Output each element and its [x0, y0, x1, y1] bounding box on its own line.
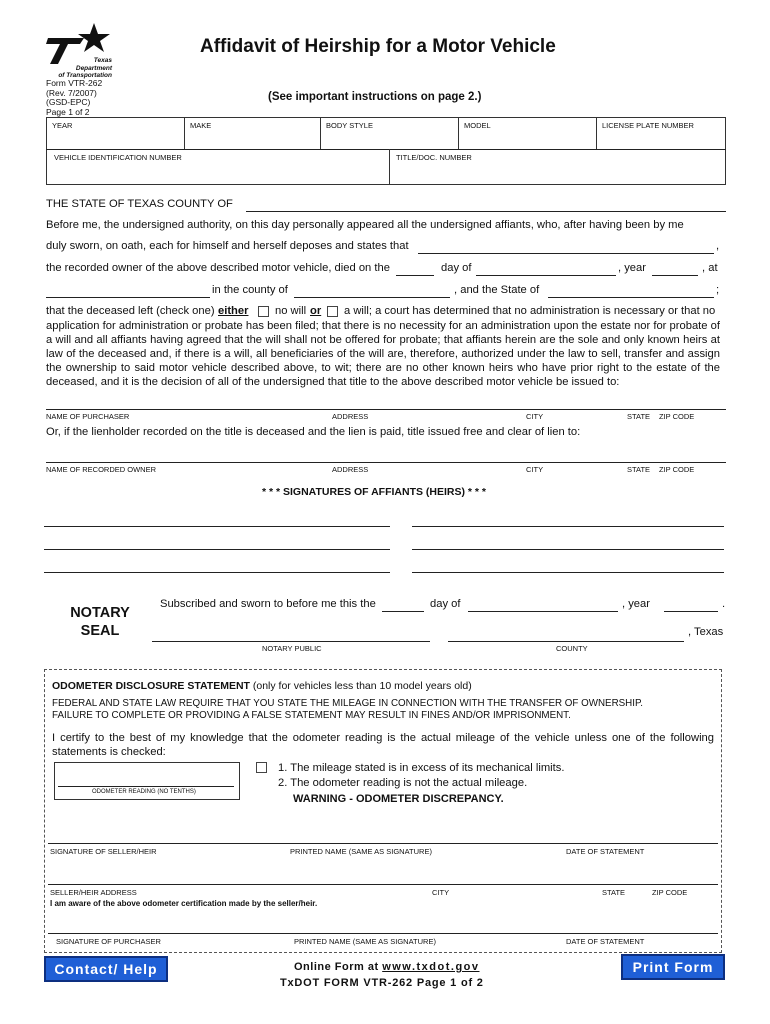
notary-county-label: COUNTY [556, 644, 588, 653]
print-form-button[interactable]: Print Form [621, 954, 725, 980]
no-will-label: no will [275, 305, 307, 317]
seller-address-input[interactable] [48, 884, 718, 885]
mileage-exceeds-checkbox[interactable] [256, 762, 267, 773]
day-of-label: day of [441, 262, 472, 274]
heirship-paragraph: application for administration or probate has been filed; that there is no necessity for an administration upon the estate nor for probate of a will and all affiants having agreed that the will shall not be offered for probate; that affiants herein are the sole and only known heirs at law of the deceased and, if there is a will, all beneficiaries of the will are, therefore, authorized under the law to sell, transfer and assign the ownership to said motor vehicle described above, to wit; there are no other known heirs who have prior right to the estate of the deceased, and it is the decision of all of the undersigned that title to the above described motor vehicle be issued to: [46, 320, 720, 388]
odometer-option-2: 2. The odometer reading is not the actual mileage. [278, 777, 528, 789]
purchaser-signature-input[interactable] [48, 933, 718, 934]
odometer-heading-title: ODOMETER DISCLOSURE STATEMENT [52, 680, 250, 692]
page-title: Affidavit of Heirship for a Motor Vehicle [200, 36, 556, 57]
sworn-label: Subscribed and sworn to before me this the [160, 598, 376, 610]
online-form-line [294, 961, 480, 973]
body-style-field[interactable]: BODY STYLE [326, 121, 373, 130]
seller-zip-label: ZIP CODE [652, 888, 688, 897]
death-state-input[interactable] [548, 297, 714, 298]
affiant-signature-3[interactable] [44, 549, 390, 550]
form-number: Form VTR-262 [46, 78, 103, 88]
page-subtitle: (See important instructions on page 2.) [268, 91, 482, 103]
county-input[interactable] [246, 211, 726, 212]
notary-day-input[interactable] [382, 611, 424, 612]
body-line1: Before me, the undersigned authority, on this day personally appeared all the undersigned affiants, who, after having been by me [46, 219, 684, 231]
purchaser-address-label: ADDRESS [332, 412, 369, 421]
purchaser-date-label: DATE OF STATEMENT [566, 937, 645, 946]
seller-state-label: STATE [602, 888, 626, 897]
semicolon: ; [716, 284, 720, 296]
check-one-label: that the deceased left (check one) [46, 305, 215, 317]
txdot-logo [44, 20, 116, 80]
odometer-law-2: FAILURE TO COMPLETE OR PROVIDING A FALSE STATEMENT MAY RESULT IN FINES AND/OR IMPRISONMENT. [52, 710, 571, 721]
owner-name-label: NAME OF RECORDED OWNER [46, 465, 157, 474]
purchaser-state-label: STATE [627, 412, 651, 421]
purchaser-signature-label: SIGNATURE OF PURCHASER [56, 937, 161, 946]
city-input[interactable] [46, 297, 210, 298]
vin-field[interactable]: VEHICLE IDENTIFICATION NUMBER [54, 153, 182, 162]
at-label: , at [702, 262, 718, 274]
odometer-heading [52, 680, 472, 692]
owner-name-input[interactable] [418, 253, 714, 254]
owner-city-label: CITY [526, 465, 544, 474]
model-field[interactable]: MODEL [464, 121, 491, 130]
contact-help-button[interactable]: Contact/ Help [44, 956, 168, 982]
notary-year-input[interactable] [664, 611, 718, 612]
odometer-reading-label: ODOMETER READING (NO TENTHS) [92, 789, 196, 795]
odometer-law-1: FEDERAL AND STATE LAW REQUIRE THAT YOU STATE THE MILEAGE IN CONNECTION WITH THE TRANSFER OF OWNERSHIP. [52, 698, 643, 709]
notary-seal-line1: NOTARY [70, 605, 130, 621]
title-doc-field[interactable]: TITLE/DOC. NUMBER [396, 153, 472, 162]
form-rev: (Rev. 7/2007) [46, 87, 97, 98]
year-label: , year [618, 262, 646, 274]
purchaser-aware-text: I am aware of the above odometer certification made by the seller/heir. [50, 899, 318, 908]
seller-printed-name-label: PRINTED NAME (SAME AS SIGNATURE) [290, 847, 432, 856]
agency-line3: of Transportation [58, 72, 112, 79]
notary-seal [62, 604, 138, 640]
seller-signature-label: SIGNATURE OF SELLER/HEIR [50, 847, 157, 856]
year-field[interactable]: YEAR [52, 121, 73, 130]
death-county-input[interactable] [294, 297, 450, 298]
make-field[interactable]: MAKE [190, 121, 212, 130]
form-footer-id: TxDOT FORM VTR-262 Page 1 of 2 [280, 977, 484, 989]
notary-public-label: NOTARY PUBLIC [262, 644, 322, 653]
form-page: Page 1 of 2 [46, 106, 90, 117]
agency-line1: Texas [93, 57, 112, 64]
owner-address-label: ADDRESS [332, 465, 369, 474]
affiant-signature-5[interactable] [44, 572, 390, 573]
affiant-signature-1[interactable] [44, 526, 390, 527]
online-form-prefix: Online Form at [294, 961, 379, 973]
purchaser-city-label: CITY [526, 412, 544, 421]
death-year-input[interactable] [652, 275, 698, 276]
purchaser-printed-name-label: PRINTED NAME (SAME AS SIGNATURE) [294, 937, 436, 946]
online-form-link[interactable]: www.txdot.gov [382, 961, 480, 973]
will-checkbox[interactable] [327, 306, 338, 317]
owner-state-label: STATE [627, 465, 651, 474]
notary-day-of-label: day of [430, 598, 461, 610]
odometer-certify: I certify to the best of my knowledge that the odometer reading is the actual mileage of the vehicle unless one of the following statements is checked: [52, 732, 714, 758]
county-of-label: in the county of [212, 284, 288, 296]
odometer-heading-note: (only for vehicles less than 10 model years old) [252, 680, 472, 692]
odometer-warning: WARNING - ODOMETER DISCREPANCY. [293, 793, 504, 805]
county-label: THE STATE OF TEXAS COUNTY OF [46, 198, 233, 210]
notary-year-label: , year [622, 598, 650, 610]
notary-month-input[interactable] [468, 611, 618, 612]
seller-address-label: SELLER/HEIR ADDRESS [50, 888, 137, 897]
body-line3: the recorded owner of the above described motor vehicle, died on the [46, 262, 390, 274]
texas-label: , Texas [688, 626, 724, 638]
seller-city-label: CITY [432, 888, 450, 897]
owner-zip-label: ZIP CODE [659, 465, 695, 474]
will-label: a will; a court has determined that no administration is necessary or that no [344, 305, 716, 317]
purchaser-name-label: NAME OF PURCHASER [46, 412, 130, 421]
lienholder-text: Or, if the lienholder recorded on the title is deceased and the lien is paid, title issued free and clear of lien to: [46, 426, 581, 438]
period: . [722, 598, 726, 610]
form-id-block [46, 79, 102, 117]
signatures-heading: * * * SIGNATURES OF AFFIANTS (HEIRS) * * * [262, 486, 487, 498]
agency-line2: Department [75, 64, 112, 72]
seller-signature-input[interactable] [48, 843, 718, 844]
notary-public-input[interactable] [152, 641, 430, 642]
affiant-signature-4[interactable] [412, 549, 724, 550]
seller-date-label: DATE OF STATEMENT [566, 847, 645, 856]
affiant-signature-2[interactable] [412, 526, 724, 527]
notary-county-input[interactable] [448, 641, 684, 642]
odometer-option-1: 1. The mileage stated is in excess of its mechanical limits. [278, 762, 565, 774]
notary-seal-line2: SEAL [80, 623, 120, 639]
death-day-input[interactable] [396, 275, 434, 276]
purchaser-zip-label: ZIP CODE [659, 412, 695, 421]
owner-input[interactable] [46, 462, 726, 463]
no-will-checkbox[interactable] [258, 306, 269, 317]
body-line2: duly sworn, on oath, each for himself and herself deposes and states that [46, 240, 409, 252]
form-dept: (GSD-EPC) [46, 97, 91, 107]
purchaser-input[interactable] [46, 409, 726, 410]
comma: , [716, 240, 720, 252]
either-label: either [218, 305, 249, 317]
death-month-input[interactable] [476, 275, 616, 276]
state-of-label: , and the State of [454, 284, 540, 296]
plate-field[interactable]: LICENSE PLATE NUMBER [602, 121, 694, 130]
affiant-signature-6[interactable] [412, 572, 724, 573]
or-label: or [310, 305, 322, 317]
